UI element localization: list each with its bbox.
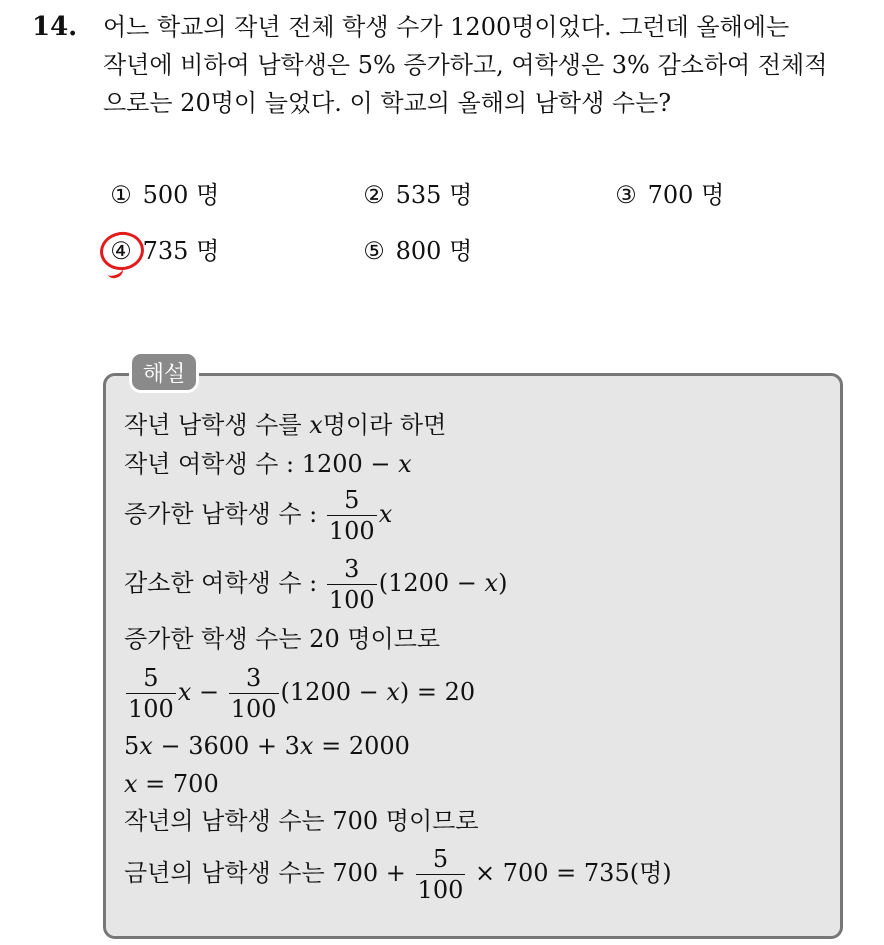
solution-line-5: 증가한 학생 수는 20 명이므로 bbox=[124, 625, 441, 653]
choice-1-mark: ① bbox=[110, 181, 132, 209]
solution-line-6: $\frac{5}{100}$ x − $\frac{3}{100}$ (1200 − x) = 20 bbox=[128, 664, 476, 723]
solution-line-7: 5x − 3600 + 3x = 2000 bbox=[124, 732, 410, 760]
choice-5[interactable] bbox=[360, 236, 472, 266]
solution-line-10: 금년의 남학생 수는 700 + $\frac{5}{100}$ × 700 = 735(명) bbox=[124, 845, 672, 904]
solution-line-9: 작년의 남학생 수는 700 명이므로 bbox=[124, 807, 479, 835]
choice-1[interactable] bbox=[107, 180, 219, 210]
choice-5-mark: ⑤ bbox=[363, 237, 385, 265]
solution-line-3: 증가한 남학생 수 : $\frac{5}{100}$ x bbox=[124, 486, 393, 545]
question-line-2: 작년에 비하여 남학생은 5% 증가하고, 여학생은 3% 감소하여 전체적 bbox=[103, 51, 828, 79]
fraction: $\frac{5}{100}$ bbox=[417, 845, 464, 904]
solution-line-1: 작년 남학생 수를 x명이라 하면 bbox=[124, 411, 447, 439]
choice-4-text: 735 명 bbox=[142, 237, 220, 265]
choice-3[interactable] bbox=[612, 180, 724, 210]
fraction: $\frac{3}{100}$ bbox=[230, 664, 277, 723]
choice-2-mark: ② bbox=[363, 181, 385, 209]
choice-3-mark: ③ bbox=[615, 181, 637, 209]
solution-line-2: 작년 여학생 수 : 1200 − x bbox=[124, 450, 412, 478]
choice-3-text: 700 명 bbox=[647, 181, 725, 209]
choice-4-mark: ④ bbox=[110, 237, 132, 265]
solution-line-8: x = 700 bbox=[124, 770, 219, 798]
solution-tag: 해설 bbox=[129, 351, 199, 393]
choice-1-text: 500 명 bbox=[142, 181, 220, 209]
question-line-3: 으로는 20명이 늘었다. 이 학교의 올해의 남학생 수는? bbox=[103, 89, 672, 117]
solution-line-4: 감소한 여학생 수 : $\frac{3}{100}$ (1200 − x) bbox=[124, 555, 508, 614]
fraction: $\frac{5}{100}$ bbox=[328, 486, 375, 545]
choice-2-text: 535 명 bbox=[395, 181, 473, 209]
choice-5-text: 800 명 bbox=[395, 237, 473, 265]
question-number: 14. bbox=[32, 12, 78, 42]
fraction: $\frac{5}{100}$ bbox=[128, 664, 174, 723]
fraction: $\frac{3}{100}$ bbox=[328, 555, 375, 614]
question-line-1: 어느 학교의 작년 전체 학생 수가 1200명이었다. 그런데 올해에는 bbox=[103, 13, 790, 41]
choice-2[interactable] bbox=[360, 180, 472, 210]
